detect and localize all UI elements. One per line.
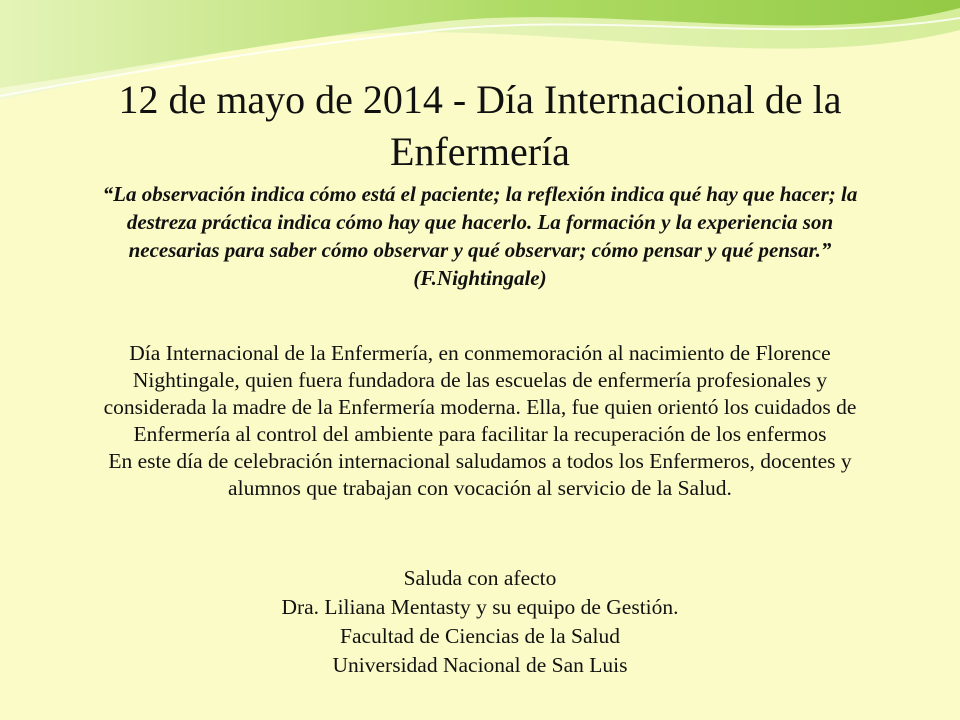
body-paragraph bbox=[10, 340, 950, 502]
nightingale-quote bbox=[14, 180, 946, 292]
body-line: Nightingale, quien fuera fundadora de las escuelas de enfermería profesionales y bbox=[132, 368, 828, 392]
signature-line: Facultad de Ciencias de la Salud bbox=[339, 624, 620, 648]
signature-block bbox=[60, 564, 900, 680]
signature-line: Dra. Liliana Mentasty y su equipo de Gestión. bbox=[281, 595, 679, 619]
quote-line: necesarias para saber cómo observar y qué observar; cómo pensar y qué pensar.” bbox=[128, 238, 832, 262]
signature-line: Saluda con afecto bbox=[403, 566, 557, 590]
body-line: alumnos que trabajan con vocación al servicio de la Salud. bbox=[228, 476, 732, 500]
body-line: Día Internacional de la Enfermería, en conmemoración al nacimiento de Florence bbox=[129, 341, 831, 365]
title-line: 12 de mayo de 2014 - Día Internacional de la bbox=[118, 77, 842, 122]
body-line: En este día de celebración internacional saludamos a todos los Enfermeros, docentes y bbox=[108, 449, 852, 473]
title-line: Enfermería bbox=[390, 129, 570, 174]
body-line: Enfermería al control del ambiente para facilitar la recuperación de los enfermos bbox=[133, 422, 827, 446]
body-line: considerada la madre de la Enfermería moderna. Ella, fue quien orientó los cuidados de bbox=[103, 395, 857, 419]
quote-line: destreza práctica indica cómo hay que hacerlo. La formación y la experiencia son bbox=[126, 210, 834, 234]
quote-line: “La observación indica cómo está el paciente; la reflexión indica qué hay que hacer; la bbox=[102, 182, 858, 206]
slide-title bbox=[60, 74, 900, 178]
signature-line: Universidad Nacional de San Luis bbox=[332, 653, 628, 677]
quote-attribution: (F.Nightingale) bbox=[413, 266, 547, 290]
